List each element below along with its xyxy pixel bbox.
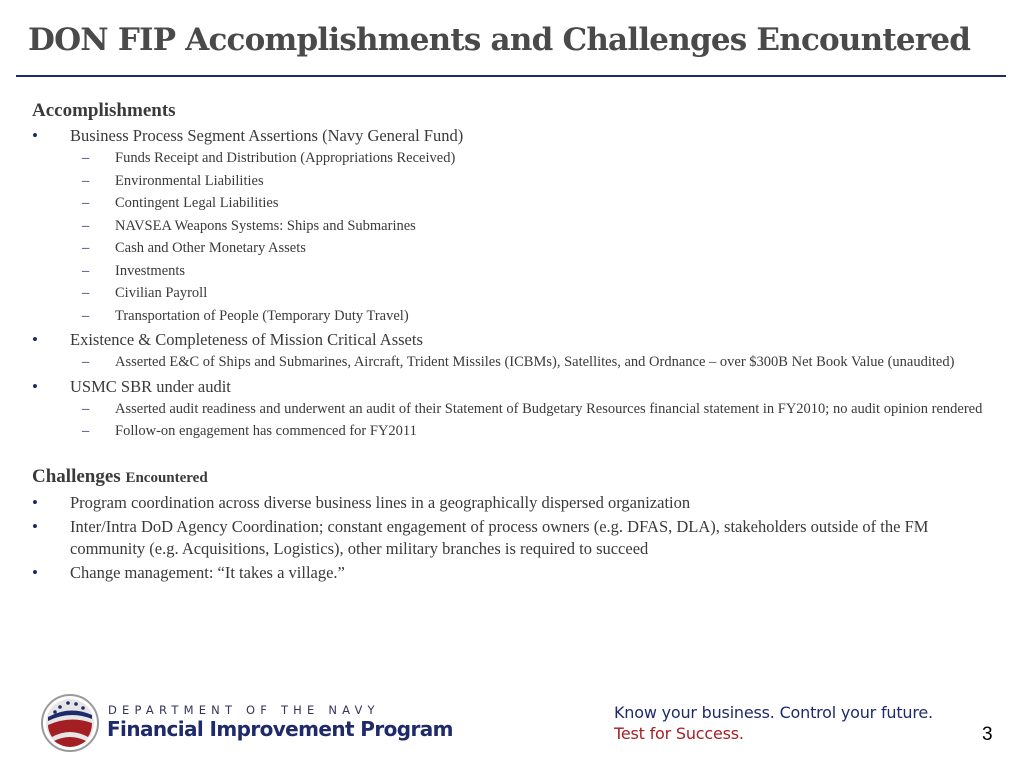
sub-item xyxy=(32,172,992,191)
navy-fip-seal-icon xyxy=(40,693,100,753)
sub-item xyxy=(32,400,992,419)
accomplishment-text: Existence & Completeness of Mission Critical Assets xyxy=(70,330,423,349)
challenge-text: Program coordination across diverse business lines in a geographically dispersed organization xyxy=(70,492,691,512)
bullet-icon: • xyxy=(32,516,38,536)
slide-body xyxy=(32,99,992,586)
bullet-icon: • xyxy=(32,562,38,582)
sub-item xyxy=(32,262,992,281)
dash-icon: – xyxy=(82,217,90,234)
dash-icon: – xyxy=(82,423,90,439)
sub-item xyxy=(32,217,992,236)
challenges-heading-main: Challenges xyxy=(32,465,121,487)
dash-icon: – xyxy=(82,307,90,324)
tagline-primary: Know your business. Control your future. xyxy=(614,703,933,722)
dash-icon: – xyxy=(82,262,90,279)
accomplishments-heading: Accomplishments xyxy=(32,100,176,121)
sub-item-text: NAVSEA Weapons Systems: Ships and Submarines xyxy=(115,217,416,234)
sub-item-text: Follow-on engagement has commenced for FY2011 xyxy=(115,423,417,439)
sub-item-text: Cash and Other Monetary Assets xyxy=(115,240,306,256)
sub-item-text: Funds Receipt and Distribution (Appropriations Received) xyxy=(115,150,456,166)
bullet-icon: • xyxy=(32,126,38,145)
dash-icon: – xyxy=(82,172,90,189)
accomplishment-text: Business Process Segment Assertions (Navy General Fund) xyxy=(70,126,464,145)
org-name-line1: DEPARTMENT OF THE NAVY xyxy=(108,703,380,717)
sub-item-text: Asserted E&C of Ships and Submarines, Aircraft, Trident Missiles (ICBMs), Satellites, and Ordnance – over $300B Net Book Value (unaudited) xyxy=(115,354,955,370)
bullet-icon: • xyxy=(32,492,38,512)
dash-icon: – xyxy=(82,150,90,166)
sub-item xyxy=(32,422,992,441)
challenge-item xyxy=(32,492,992,514)
dash-icon: – xyxy=(82,354,90,370)
title-divider xyxy=(16,75,1006,77)
section-spacer xyxy=(32,445,992,465)
sub-item xyxy=(32,149,992,168)
bullet-icon: • xyxy=(32,330,38,349)
org-name-line2: Financial Improvement Program xyxy=(107,717,453,741)
challenges-heading-sub: Encountered xyxy=(125,469,208,486)
accomplishment-item xyxy=(32,125,992,147)
challenge-text: Change management: “It takes a village.” xyxy=(70,562,345,582)
accomplishment-text: USMC SBR under audit xyxy=(70,376,231,396)
accomplishment-item xyxy=(32,376,992,398)
accomplishment-item xyxy=(32,329,992,351)
bullet-icon: • xyxy=(32,376,38,396)
dash-icon: – xyxy=(82,195,90,211)
page-number: 3 xyxy=(982,724,993,745)
challenge-item xyxy=(32,516,992,560)
sub-item-text: Transportation of People (Temporary Duty Travel) xyxy=(115,307,409,324)
sub-item xyxy=(32,284,992,303)
sub-item xyxy=(32,194,992,213)
sub-item-text: Investments xyxy=(115,262,186,279)
sub-item-text: Contingent Legal Liabilities xyxy=(115,195,279,211)
challenges-heading xyxy=(32,465,992,490)
sub-item xyxy=(32,239,992,258)
challenge-text: Inter/Intra DoD Agency Coordination; constant engagement of process owners (e.g. DFAS, DLA), stakeholders outside of the FM community (e.g. Acquisitions, Logistics), other military branches is required to succeed xyxy=(70,516,929,558)
sub-item-text: Environmental Liabilities xyxy=(115,172,264,189)
dash-icon: – xyxy=(82,400,90,417)
slide-title: DON FIP Accomplishments and Challenges Encountered xyxy=(28,22,971,58)
sub-item xyxy=(32,353,992,372)
challenge-item xyxy=(32,562,992,584)
sub-item xyxy=(32,307,992,326)
dash-icon: – xyxy=(82,285,90,301)
sub-item-text: Civilian Payroll xyxy=(115,285,208,301)
dash-icon: – xyxy=(82,240,90,256)
sub-item-text: Asserted audit readiness and underwent an audit of their Statement of Budgetary Resources financial statement in FY2010; no audit opinion rendered xyxy=(115,400,983,417)
tagline-secondary: Test for Success. xyxy=(614,724,744,743)
